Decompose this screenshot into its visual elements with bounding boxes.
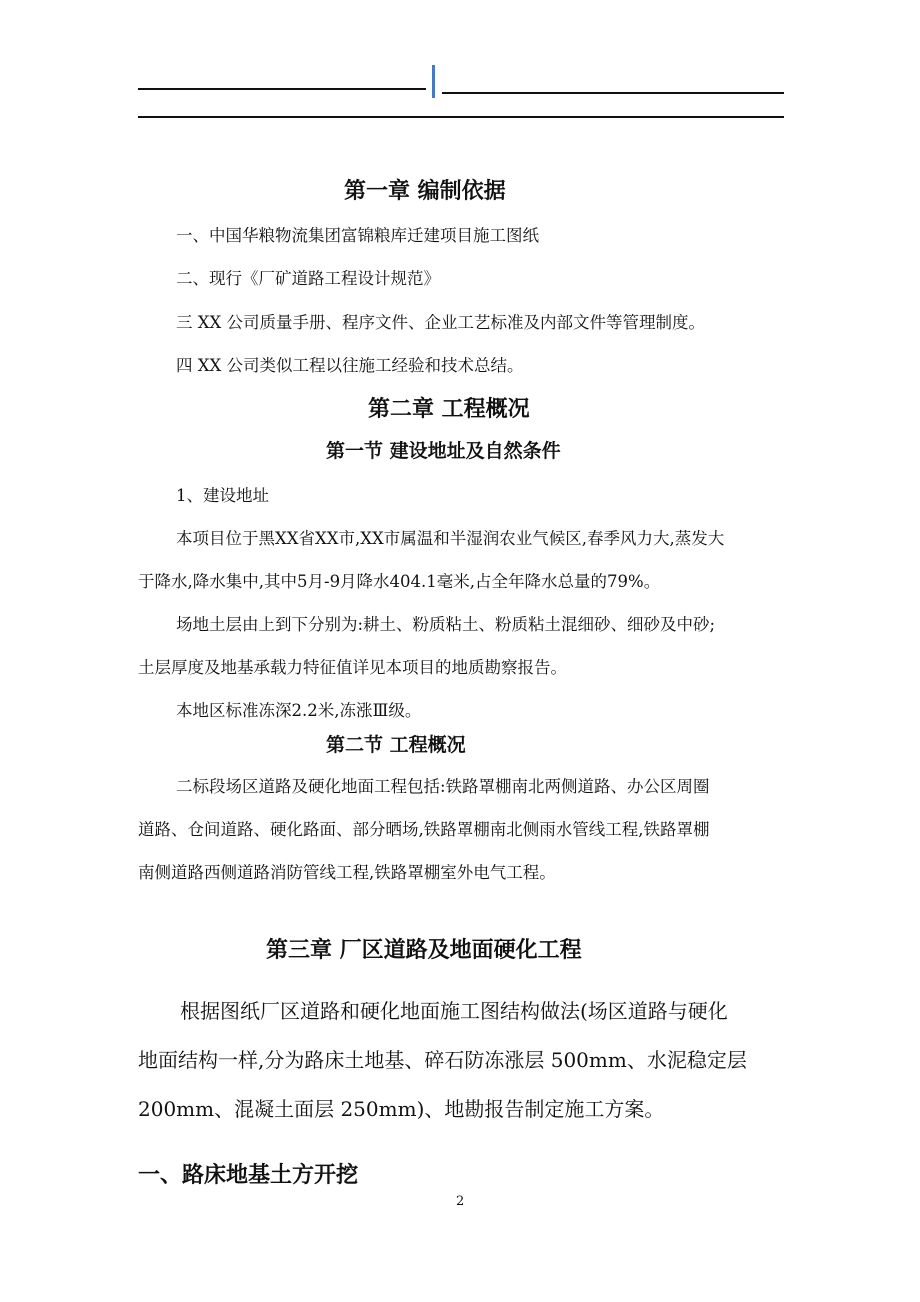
- ch1-item-2: 二、现行《厂矿道路工程设计规范》: [176, 269, 440, 288]
- section-2-title: 第二节 工程概况: [326, 734, 466, 756]
- sec2-line-3: 南侧道路西侧道路消防管线工程,铁路罩棚室外电气工程。: [138, 863, 556, 882]
- section-1-title: 第一节 建设地址及自然条件: [326, 440, 561, 462]
- ch3-line-2: 地面结构一样,分为路床土地基、碎石防冻涨层 500mm、水泥稳定层: [138, 1048, 747, 1072]
- sec1-line-6: 本地区标准冻深2.2米,冻涨Ⅲ级。: [176, 701, 422, 720]
- subsection-1-title: 一、路床地基土方开挖: [138, 1163, 359, 1188]
- ch3-line-1: 根据图纸厂区道路和硬化地面施工图结构做法(场区道路与硬化: [180, 999, 728, 1023]
- ch1-item-1: 一、中国华粮物流集团富锦粮库迁建项目施工图纸: [176, 226, 539, 245]
- sec1-line-5: 土层厚度及地基承载力特征值详见本项目的地质勘察报告。: [138, 658, 567, 677]
- sec1-line-3: 于降水,降水集中,其中5月-9月降水404.1毫米,占全年降水总量的79%。: [138, 572, 661, 591]
- header-rule-right: [442, 92, 784, 94]
- sec2-line-1: 二标段场区道路及硬化地面工程包括:铁路罩棚南北两侧道路、办公区周圈: [176, 777, 710, 796]
- sec2-line-2: 道路、仓间道路、硬化路面、部分晒场,铁路罩棚南北侧雨水管线工程,铁路罩棚: [138, 820, 710, 839]
- ch1-item-4: 四 XX 公司类似工程以往施工经验和技术总结。: [176, 356, 524, 375]
- text-cursor: [432, 65, 435, 98]
- sec1-line-1: 1、建设地址: [176, 486, 269, 505]
- sec1-line-2: 本项目位于黑XX省XX市,XX市属温和半湿润农业气候区,春季风力大,蒸发大: [176, 529, 725, 548]
- ch3-line-3: 200mm、混凝土面层 250mm)、地勘报告制定施工方案。: [138, 1097, 665, 1121]
- chapter-2-title: 第二章 工程概况: [368, 397, 530, 422]
- page-number: 2: [456, 1194, 465, 1209]
- chapter-3-title: 第三章 厂区道路及地面硬化工程: [266, 938, 582, 963]
- header-rule-left: [138, 88, 426, 90]
- chapter-1-title: 第一章 编制依据: [344, 179, 506, 204]
- ch1-item-3: 三 XX 公司质量手册、程序文件、企业工艺标准及内部文件等管理制度。: [176, 313, 705, 332]
- header-rule-bottom: [138, 116, 784, 118]
- sec1-line-4: 场地土层由上到下分别为:耕土、粉质粘土、粉质粘土混细砂、细砂及中砂;: [176, 615, 716, 634]
